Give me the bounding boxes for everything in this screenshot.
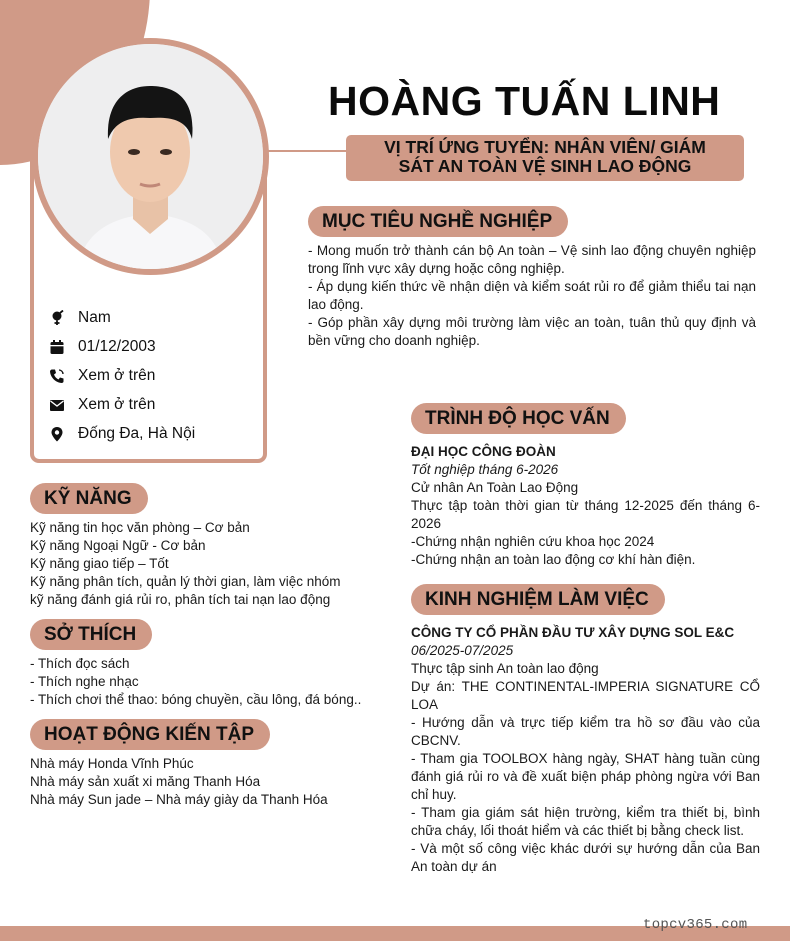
experience-detail: - Tham gia giám sát hiện trường, kiểm tra thiết bị, bình chữa cháy, lối thoát hiểm và các thiết bị bằng check list. xyxy=(411,805,760,838)
objective-line: - Góp phần xây dựng môi trường làm việc an toàn, tuân thủ quy định và bền vững cho doanh nghiệp. xyxy=(308,315,756,348)
education-detail: -Chứng nhận nghiên cứu khoa học 2024 xyxy=(411,534,655,549)
info-location xyxy=(48,419,195,448)
hobbies-list xyxy=(30,655,390,709)
degree: Cử nhân An Toàn Lao Động xyxy=(411,480,579,495)
avatar xyxy=(38,44,263,269)
hobby-item: - Thích chơi thể thao: bóng chuyền, cầu lông, đá bóng.. xyxy=(30,692,362,707)
field-trips-list xyxy=(30,755,390,809)
experience-heading: KINH NGHIỆM LÀM VIỆC xyxy=(411,584,665,615)
objective-heading: MỤC TIÊU NGHỀ NGHIỆP xyxy=(308,206,568,237)
candidate-name: HOÀNG TUẤN LINH xyxy=(328,78,721,124)
objective-line: - Áp dụng kiến thức về nhận diện và kiểm soát rủi ro để giảm thiểu tai nạn lao động. xyxy=(308,279,756,312)
field-trip-item: Nhà máy Honda Vĩnh Phúc xyxy=(30,756,194,771)
graduation-date: Tốt nghiệp tháng 6-2026 xyxy=(411,462,559,477)
skill-item: Kỹ năng Ngoại Ngữ - Cơ bản xyxy=(30,538,206,553)
hobbies-heading: SỞ THÍCH xyxy=(30,619,152,650)
skill-item: Kỹ năng giao tiếp – Tốt xyxy=(30,556,169,571)
personal-info-list xyxy=(48,303,195,448)
school-name: ĐẠI HỌC CÔNG ĐOÀN xyxy=(411,444,556,459)
education-block xyxy=(411,443,760,569)
calendar-icon xyxy=(48,338,66,356)
position-line-1: VỊ TRÍ ỨNG TUYỂN: NHÂN VIÊN/ GIÁM xyxy=(384,137,706,157)
field-trip-item: Nhà máy sản xuất xi măng Thanh Hóa xyxy=(30,774,261,789)
phone-value: Xem ở trên xyxy=(78,366,156,384)
hobby-item: - Thích đọc sách xyxy=(30,656,130,671)
skill-item: Kỹ năng tin học văn phòng – Cơ bản xyxy=(30,520,250,535)
education-detail: Thực tập toàn thời gian từ tháng 12-2025 đến tháng 6-2026 xyxy=(411,498,760,531)
skills-list xyxy=(30,519,390,609)
gender-icon xyxy=(48,309,66,327)
position-line-2: SÁT AN TOÀN VỆ SINH LAO ĐỘNG xyxy=(398,156,692,176)
experience-detail: - Và một số công việc khác dưới sự hướng dẫn của Ban An toàn dự án xyxy=(411,841,760,874)
info-phone xyxy=(48,361,195,390)
experience-detail: - Tham gia TOOLBOX hàng ngày, SHAT hàng tuần cùng đánh giá rủi ro và đề xuất biện pháp phòng ngừa với Ban chỉ huy. xyxy=(411,751,760,802)
field-trips-heading: HOẠT ĐỘNG KIẾN TẬP xyxy=(30,719,270,750)
email-icon xyxy=(48,396,66,414)
connector-line xyxy=(268,150,346,152)
hobby-item: - Thích nghe nhạc xyxy=(30,674,139,689)
objective-text xyxy=(308,242,756,350)
field-trip-item: Nhà máy Sun jade – Nhà máy giày da Thanh Hóa xyxy=(30,792,328,807)
portrait-image xyxy=(38,44,263,269)
experience-detail: Dự án: THE CONTINENTAL-IMPERIA SIGNATURE CỔ LOA xyxy=(411,679,760,712)
location-value: Đống Đa, Hà Nội xyxy=(78,424,196,442)
gender-value: Nam xyxy=(78,308,111,326)
education-detail: -Chứng nhận an toàn lao động cơ khí hàn điện. xyxy=(411,552,696,567)
experience-detail: - Hướng dẫn và trực tiếp kiểm tra hồ sơ đầu vào của CBCNV. xyxy=(411,715,760,748)
phone-icon xyxy=(48,367,66,385)
email-value: Xem ở trên xyxy=(78,395,156,413)
birthdate-value: 01/12/2003 xyxy=(78,337,156,355)
info-email xyxy=(48,390,195,419)
location-icon xyxy=(48,425,66,443)
job-role: Thực tập sinh An toàn lao động xyxy=(411,661,599,676)
watermark: topcv365.com xyxy=(643,917,748,933)
skill-item: Kỹ năng phân tích, quản lý thời gian, làm việc nhóm xyxy=(30,574,341,589)
skill-item: kỹ năng đánh giá rủi ro, phân tích tai nạn lao động xyxy=(30,592,331,607)
education-heading: TRÌNH ĐỘ HỌC VẤN xyxy=(411,403,626,434)
company-name: CÔNG TY CỔ PHẦN ĐẦU TƯ XÂY DỰNG SOL E&C xyxy=(411,625,735,640)
info-gender xyxy=(48,303,195,332)
skills-heading: KỸ NĂNG xyxy=(30,483,148,514)
objective-line: - Mong muốn trở thành cán bộ An toàn – Vệ sinh lao động chuyên nghiệp trong lĩnh vực xây dựng hoặc công nghiệp. xyxy=(308,243,756,276)
employment-period: 06/2025-07/2025 xyxy=(411,643,514,658)
info-birthdate xyxy=(48,332,195,361)
experience-block xyxy=(411,624,760,876)
position-banner xyxy=(346,135,744,181)
